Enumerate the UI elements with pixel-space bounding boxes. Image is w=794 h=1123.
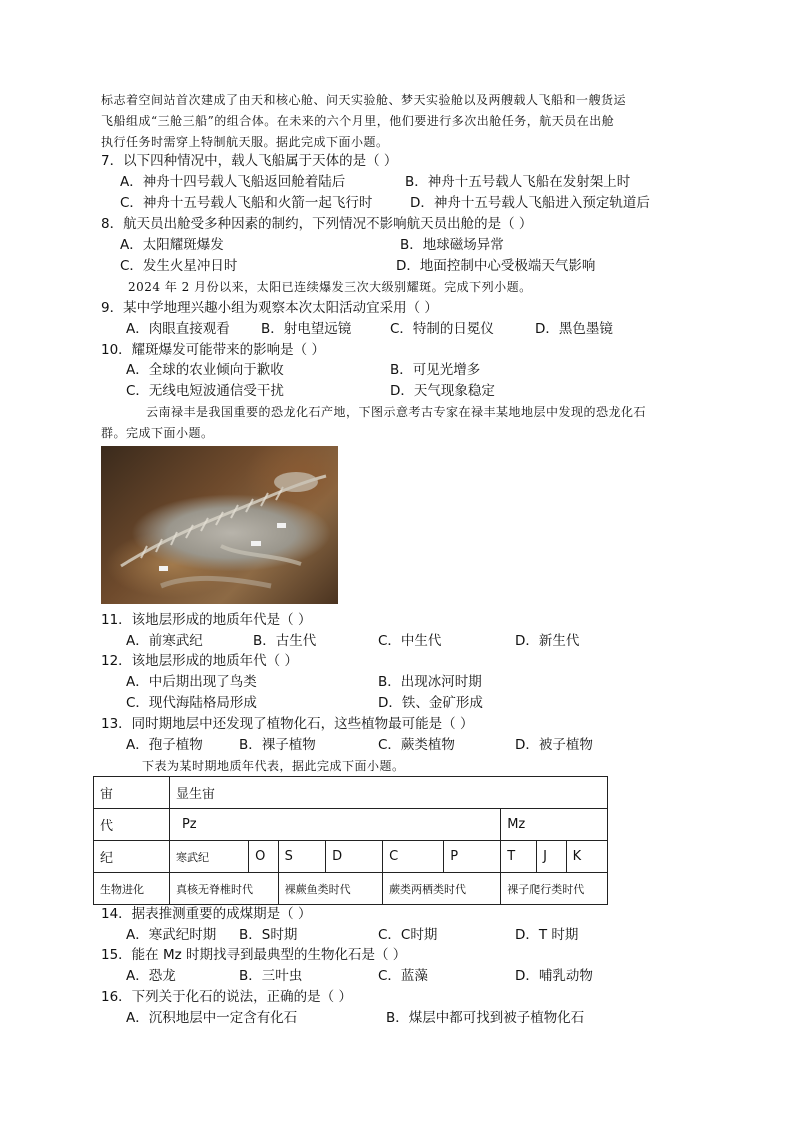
table-row-period bbox=[94, 841, 608, 873]
q9-option-d: D．黑色墨镜 bbox=[535, 321, 613, 337]
table-row-evolution bbox=[94, 873, 608, 905]
dinosaur-fossil-photo bbox=[101, 446, 338, 604]
q10-option-d: D．天气现象稳定 bbox=[390, 383, 495, 399]
q10-option-a: A．全球的农业倾向于歉收 bbox=[126, 362, 284, 378]
q16-option-b: B．煤层中都可找到被子植物化石 bbox=[386, 1010, 585, 1026]
q8-option-d: D．地面控制中心受极端天气影响 bbox=[396, 258, 596, 274]
passage1-line3: 执行任务时需穿上特制航天服。据此完成下面小题。 bbox=[101, 135, 389, 149]
q13-option-d: D．被子植物 bbox=[515, 737, 593, 753]
table-row-era bbox=[94, 809, 608, 841]
table-row-eon bbox=[94, 777, 608, 809]
q10-stem: 10．耀斑爆发可能带来的影响是（ ） bbox=[101, 342, 325, 358]
q14-option-c: C．C时期 bbox=[378, 927, 438, 943]
table-cell-label: 宙 bbox=[94, 777, 170, 809]
q13-option-c: C．蕨类植物 bbox=[378, 737, 455, 753]
q14-option-d: D．T 时期 bbox=[515, 927, 579, 943]
q8-option-a: A．太阳耀斑爆发 bbox=[120, 237, 224, 253]
table-cell-period: P bbox=[444, 841, 501, 873]
table-cell-label: 生物进化 bbox=[94, 873, 170, 905]
table-cell-evolution: 裸蕨鱼类时代 bbox=[278, 873, 382, 905]
q9-option-a: A．肉眼直接观看 bbox=[126, 321, 230, 337]
table-cell-period: T bbox=[501, 841, 537, 873]
q12-option-c: C．现代海陆格局形成 bbox=[126, 695, 257, 711]
q16-stem: 16．下列关于化石的说法，正确的是（ ） bbox=[101, 989, 352, 1005]
passage1-line1: 标志着空间站首次建成了由天和核心舱、问天实验舱、梦天实验舱以及两艘载人飞船和一艘货运 bbox=[101, 93, 627, 107]
fossil-illustration bbox=[101, 446, 338, 604]
passage3-line2: 群。完成下面小题。 bbox=[101, 426, 214, 440]
q11-option-a: A．前寒武纪 bbox=[126, 633, 203, 649]
table-cell-evolution: 蕨类两栖类时代 bbox=[383, 873, 501, 905]
table-cell-evolution: 真核无脊椎时代 bbox=[169, 873, 278, 905]
q7-option-b: B．神舟十五号载人飞船在发射架上时 bbox=[405, 174, 631, 190]
geologic-time-table bbox=[93, 776, 608, 905]
q8-option-b: B．地球磁场异常 bbox=[400, 237, 504, 253]
passage1-line2: 飞船组成“三舱三船”的组合体。在未来的六个月里，他们要进行多次出舱任务，航天员在出舱 bbox=[101, 114, 615, 128]
table-cell-period: K bbox=[566, 841, 607, 873]
table-cell-period: O bbox=[249, 841, 279, 873]
q8-stem: 8．航天员出舱受多种因素的制约，下列情况不影响航天员出舱的是（ ） bbox=[101, 216, 533, 232]
q10-option-c: C．无线电短波通信受干扰 bbox=[126, 383, 284, 399]
q13-option-b: B．裸子植物 bbox=[239, 737, 316, 753]
q7-stem: 7．以下四种情况中，载人飞船属于天体的是（ ） bbox=[101, 153, 398, 169]
q7-option-d: D．神舟十五号载人飞船进入预定轨道后 bbox=[410, 195, 650, 211]
table-cell-period: D bbox=[326, 841, 383, 873]
passage4: 下表为某时期地质年代表，据此完成下面小题。 bbox=[142, 759, 405, 773]
q11-option-d: D．新生代 bbox=[515, 633, 580, 649]
q11-stem: 11．该地层形成的地质年代是（ ） bbox=[101, 612, 312, 628]
q9-stem: 9．某中学地理兴趣小组为观察本次太阳活动宜采用（ ） bbox=[101, 300, 438, 316]
q15-option-b: B．三叶虫 bbox=[239, 968, 303, 984]
q12-stem: 12．该地层形成的地质年代（ ） bbox=[101, 653, 298, 669]
q15-stem: 15．能在 Mz 时期找寻到最典型的生物化石是（ ） bbox=[101, 947, 407, 963]
passage3-line1: 云南禄丰是我国重要的恐龙化石产地，下图示意考古专家在禄丰某地地层中发现的恐龙化石 bbox=[146, 405, 647, 419]
q14-option-b: B．S时期 bbox=[239, 927, 298, 943]
q7-option-c: C．神舟十五号载人飞船和火箭一起飞行时 bbox=[120, 195, 373, 211]
passage2: 2024 年 2 月份以来，太阳已连续爆发三次大级别耀斑。完成下列小题。 bbox=[128, 280, 532, 294]
q11-option-b: B．古生代 bbox=[253, 633, 317, 649]
q15-option-a: A．恐龙 bbox=[126, 968, 176, 984]
q15-option-c: C．蓝藻 bbox=[378, 968, 428, 984]
table-cell-era-mz: Mz bbox=[501, 809, 608, 841]
table-cell-period: J bbox=[537, 841, 567, 873]
q11-option-c: C．中生代 bbox=[378, 633, 442, 649]
table-cell-period: S bbox=[278, 841, 325, 873]
q9-option-c: C．特制的日冕仪 bbox=[390, 321, 494, 337]
table-cell-period: 寒武纪 bbox=[169, 841, 248, 873]
q14-stem: 14．据表推测重要的成煤期是（ ） bbox=[101, 906, 312, 922]
q13-option-a: A．孢子植物 bbox=[126, 737, 203, 753]
table-cell-period: C bbox=[383, 841, 444, 873]
q9-option-b: B．射电望远镜 bbox=[261, 321, 352, 337]
q16-option-a: A．沉积地层中一定含有化石 bbox=[126, 1010, 298, 1026]
q8-option-c: C．发生火星冲日时 bbox=[120, 258, 238, 274]
q10-option-b: B．可见光增多 bbox=[390, 362, 481, 378]
q14-option-a: A．寒武纪时期 bbox=[126, 927, 217, 943]
q13-stem: 13．同时期地层中还发现了植物化石，这些植物最可能是（ ） bbox=[101, 716, 474, 732]
table-cell-label: 代 bbox=[94, 809, 170, 841]
table-cell-evolution: 裸子爬行类时代 bbox=[501, 873, 608, 905]
q12-option-d: D．铁、金矿形成 bbox=[378, 695, 483, 711]
table-cell-label: 纪 bbox=[94, 841, 170, 873]
q12-option-a: A．中后期出现了鸟类 bbox=[126, 674, 257, 690]
q12-option-b: B．出现冰河时期 bbox=[378, 674, 482, 690]
q7-option-a: A．神舟十四号载人飞船返回舱着陆后 bbox=[120, 174, 346, 190]
q15-option-d: D．哺乳动物 bbox=[515, 968, 593, 984]
table-cell-eon: 显生宙 bbox=[169, 777, 607, 809]
table-cell-era-pz: Pz bbox=[169, 809, 500, 841]
